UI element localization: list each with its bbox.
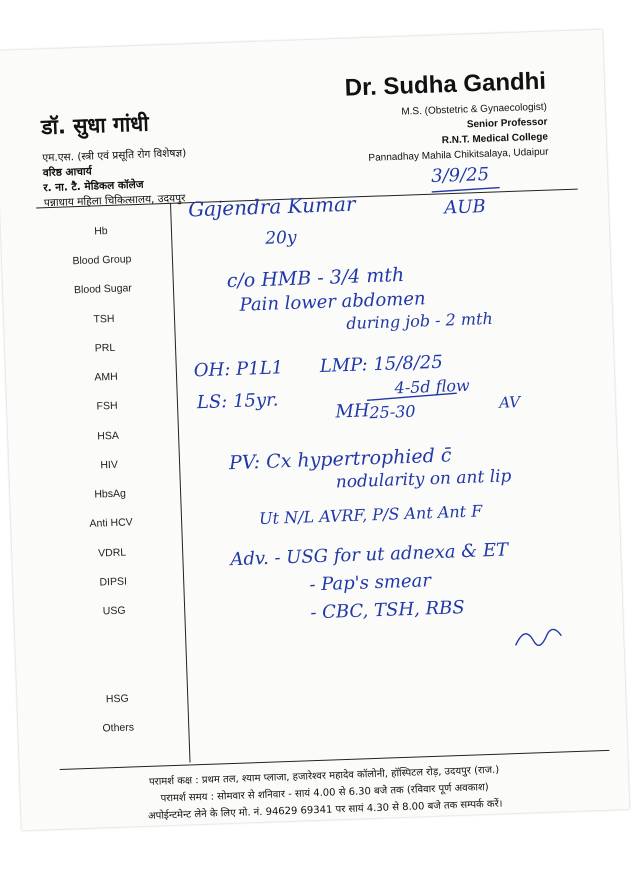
note-patient-name: Gajendra Kumar: [187, 191, 356, 222]
hospital-english: Pannadhay Mahila Chikitsalaya, Udaipur: [368, 146, 549, 164]
test-label: Blood Group: [72, 253, 132, 268]
test-label: Blood Sugar: [73, 282, 133, 297]
note-complaint-3: during job - 2 mth: [345, 308, 494, 334]
test-label: AMH: [94, 370, 118, 384]
test-label: USG: [102, 604, 126, 618]
note-ls: LS: 15yr.: [196, 389, 279, 414]
note-advice-1: Adv. - USG for ut adnexa & ET: [230, 539, 509, 571]
college-hindi: र. ना. टै. मेडिकल कॉलेज: [43, 178, 144, 195]
note-complaint-1: c/o HMB - 3/4 mth: [226, 263, 405, 293]
footer-appointment: अपोईन्टमेन्ट लेने के लिए मो. नं. 94629 69341 पर सायं 4.30 से 8.00 बजे तक सम्पर्क करें।: [147, 798, 503, 822]
college-english: R.N.T. Medical College: [441, 131, 549, 147]
note-mh-label: MH: [335, 400, 370, 423]
footer-address: परामर्श कक्ष : प्रथम तल, श्याम प्लाजा, हजारेश्वर महादेव कॉलोनी, हॉस्पिटल रोड़, उदयपुर (राज.): [148, 764, 500, 788]
header-hindi: [41, 108, 188, 211]
test-label: HIV: [100, 458, 119, 472]
doctor-name-english: Dr. Sudha Gandhi: [344, 67, 547, 102]
note-mh-av: AV: [498, 393, 521, 412]
header-english: [344, 68, 548, 167]
test-label: HbsAg: [94, 487, 127, 501]
prescription-sheet: [0, 30, 629, 831]
tests-list: [51, 223, 161, 735]
note-pv-3: Ut N/L AVRF, P/S Ant Ant F: [258, 501, 483, 529]
qualification-hindi: एम.एस. (स्त्री एवं प्रसूति रोग विशेषज्ञ): [42, 147, 187, 165]
test-label: TSH: [93, 312, 115, 326]
test-label: Hb: [94, 225, 108, 238]
hospital-hindi: पन्नाधाय महिला चिकित्सालय, उदयपुर: [43, 192, 186, 210]
test-label: Anti HCV: [89, 516, 133, 530]
doctor-name-hindi: डॉ. सुधा गांधी: [40, 111, 150, 140]
note-oh: OH: P1L1: [193, 357, 284, 382]
title-english: Senior Professor: [466, 116, 548, 131]
note-pv-2: nodularity on ant lip: [335, 466, 512, 493]
test-label: VDRL: [97, 546, 127, 560]
note-advice-2: - Pap's smear: [309, 570, 432, 596]
test-label: Others: [102, 721, 135, 735]
note-pv-1: PV: Cx hypertrophied c̄: [228, 444, 452, 475]
test-label: HSG: [105, 692, 129, 706]
note-lmp: LMP: 15/8/25: [319, 351, 444, 377]
qualification-english: M.S. (Obstetric & Gynaecologist): [401, 101, 548, 118]
note-complaint-2: Pain lower abdomen: [239, 288, 426, 316]
test-label: DIPSI: [99, 575, 128, 589]
test-label: PRL: [94, 341, 116, 355]
note-advice-3: - CBC, TSH, RBS: [310, 597, 465, 624]
title-hindi: वरिष्ठ आचार्य: [42, 165, 92, 180]
note-age: 20y: [264, 227, 297, 249]
note-mh-top: 4-5d flow: [394, 375, 470, 398]
note-mh-bottom: 25-30: [369, 401, 416, 423]
tests-column-divider: [170, 203, 191, 763]
footer-timings: परामर्श समय : सोमवार से शनिवार - सायं 4.00 से 6.30 बजे तक (रविवार पूर्ण अवकाश): [160, 782, 489, 805]
test-label: FSH: [96, 399, 118, 413]
test-label: HSA: [97, 429, 120, 443]
note-diagnosis: AUB: [443, 196, 487, 219]
note-date: 3/9/25: [430, 163, 490, 187]
